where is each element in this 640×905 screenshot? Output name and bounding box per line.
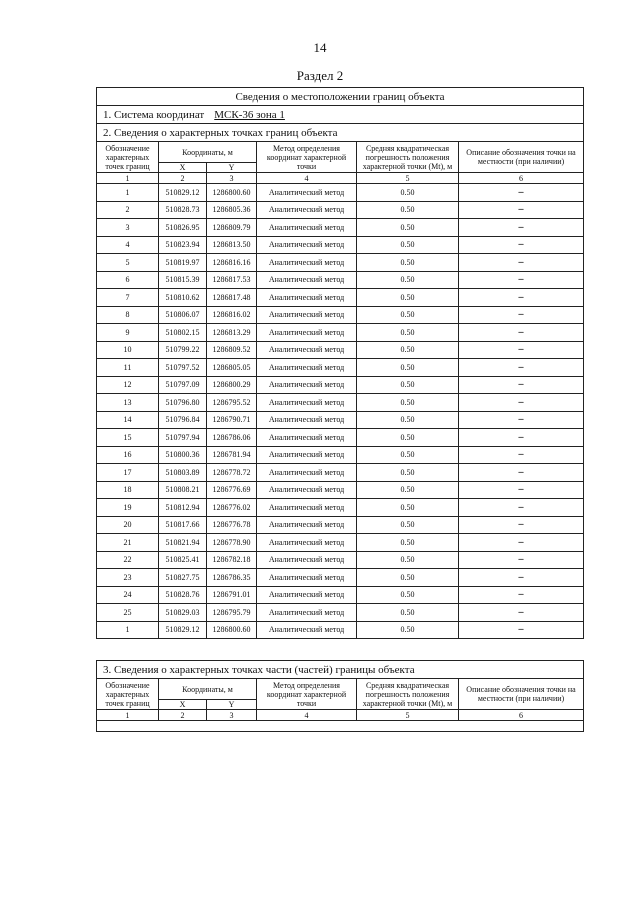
accuracy: 0.50 <box>357 184 459 202</box>
accuracy: 0.50 <box>357 516 459 534</box>
coord-x: 510812.94 <box>159 499 207 517</box>
coord-y: 1286817.48 <box>207 289 257 307</box>
method: Аналитический метод <box>257 604 357 622</box>
description: – <box>459 324 584 342</box>
accuracy: 0.50 <box>357 271 459 289</box>
coord-x: 510810.62 <box>159 289 207 307</box>
coord-x: 510797.09 <box>159 376 207 394</box>
method: Аналитический метод <box>257 219 357 237</box>
coord-system-row <box>97 106 584 124</box>
coord-x: 510803.89 <box>159 464 207 482</box>
method: Аналитический метод <box>257 306 357 324</box>
col-number: 2 <box>159 173 207 184</box>
description: – <box>459 254 584 272</box>
point-number: 4 <box>97 236 159 254</box>
table-row <box>97 184 584 202</box>
method: Аналитический метод <box>257 394 357 412</box>
method: Аналитический метод <box>257 621 357 639</box>
method: Аналитический метод <box>257 341 357 359</box>
point-number: 20 <box>97 516 159 534</box>
coord-y: 1286800.29 <box>207 376 257 394</box>
coord-x: 510800.36 <box>159 446 207 464</box>
table-row <box>97 219 584 237</box>
column-number-row <box>97 173 584 184</box>
description: – <box>459 359 584 377</box>
description: – <box>459 341 584 359</box>
coord-x: 510815.39 <box>159 271 207 289</box>
points-body <box>97 184 584 639</box>
accuracy: 0.50 <box>357 604 459 622</box>
description: – <box>459 621 584 639</box>
method: Аналитический метод <box>257 551 357 569</box>
table-row <box>97 306 584 324</box>
table-row <box>97 271 584 289</box>
coord-x: 510827.75 <box>159 569 207 587</box>
col-number: 4 <box>257 710 357 721</box>
header-method: Метод определения координат характерной точки <box>257 142 357 173</box>
coord-y: 1286813.29 <box>207 324 257 342</box>
description: – <box>459 569 584 587</box>
part-boundary-table <box>96 660 584 732</box>
description: – <box>459 499 584 517</box>
table-row <box>97 569 584 587</box>
coord-y: 1286816.02 <box>207 306 257 324</box>
table-row <box>97 534 584 552</box>
method: Аналитический метод <box>257 516 357 534</box>
accuracy: 0.50 <box>357 411 459 429</box>
col-number: 1 <box>97 173 159 184</box>
table-row <box>97 551 584 569</box>
page-number: 14 <box>313 40 327 55</box>
header-x: X <box>159 700 207 710</box>
point-number: 6 <box>97 271 159 289</box>
col-number: 5 <box>357 710 459 721</box>
method: Аналитический метод <box>257 289 357 307</box>
point-number: 1 <box>97 621 159 639</box>
coord-x: 510823.94 <box>159 236 207 254</box>
coord-x: 510797.52 <box>159 359 207 377</box>
point-number: 8 <box>97 306 159 324</box>
description: – <box>459 446 584 464</box>
table-row <box>97 481 584 499</box>
header-accuracy: Средняя квадратическая погрешность положения характерной точки (Mt), м <box>357 679 459 710</box>
table-row <box>97 464 584 482</box>
header-description: Описание обозначения точки на местности (при наличии) <box>459 142 584 173</box>
accuracy: 0.50 <box>357 569 459 587</box>
method: Аналитический метод <box>257 429 357 447</box>
method: Аналитический метод <box>257 254 357 272</box>
col-number: 3 <box>207 173 257 184</box>
coord-x: 510802.15 <box>159 324 207 342</box>
coord-x: 510819.97 <box>159 254 207 272</box>
header-y: Y <box>207 700 257 710</box>
table-row <box>97 236 584 254</box>
header-x: X <box>159 163 207 173</box>
coord-x: 510828.73 <box>159 201 207 219</box>
point-number: 22 <box>97 551 159 569</box>
col-number: 6 <box>459 173 584 184</box>
point-number: 9 <box>97 324 159 342</box>
col-number: 5 <box>357 173 459 184</box>
method: Аналитический метод <box>257 271 357 289</box>
method: Аналитический метод <box>257 184 357 202</box>
table-row <box>97 446 584 464</box>
coord-x: 510829.12 <box>159 621 207 639</box>
accuracy: 0.50 <box>357 621 459 639</box>
coord-x: 510826.95 <box>159 219 207 237</box>
coord-y: 1286800.60 <box>207 621 257 639</box>
boundary-table <box>96 87 584 639</box>
col-number: 1 <box>97 710 159 721</box>
description: – <box>459 411 584 429</box>
description: – <box>459 219 584 237</box>
coord-x: 510799.22 <box>159 341 207 359</box>
point-number: 1 <box>97 184 159 202</box>
empty-cell <box>97 721 584 732</box>
description: – <box>459 289 584 307</box>
accuracy: 0.50 <box>357 254 459 272</box>
point-number: 10 <box>97 341 159 359</box>
accuracy: 0.50 <box>357 201 459 219</box>
accuracy: 0.50 <box>357 551 459 569</box>
coord-y: 1286809.79 <box>207 219 257 237</box>
table-row <box>97 586 584 604</box>
point-number: 15 <box>97 429 159 447</box>
description: – <box>459 551 584 569</box>
header-y: Y <box>207 163 257 173</box>
col-number: 3 <box>207 710 257 721</box>
method: Аналитический метод <box>257 324 357 342</box>
description: – <box>459 516 584 534</box>
coord-x: 510829.03 <box>159 604 207 622</box>
coord-y: 1286790.71 <box>207 411 257 429</box>
description: – <box>459 429 584 447</box>
table-row <box>97 254 584 272</box>
point-number: 11 <box>97 359 159 377</box>
table-row <box>97 394 584 412</box>
section-title: Раздел 2 <box>296 68 344 83</box>
col-number: 6 <box>459 710 584 721</box>
coord-x: 510829.12 <box>159 184 207 202</box>
table-row <box>97 621 584 639</box>
header-accuracy: Средняя квадратическая погрешность положения характерной точки (Mt), м <box>357 142 459 173</box>
table-row <box>97 376 584 394</box>
coord-y: 1286800.60 <box>207 184 257 202</box>
coord-y: 1286795.52 <box>207 394 257 412</box>
description: – <box>459 184 584 202</box>
coord-system-value: МСК-36 зона 1 <box>214 108 285 121</box>
coord-x: 510796.80 <box>159 394 207 412</box>
point-number: 19 <box>97 499 159 517</box>
coord-y: 1286791.01 <box>207 586 257 604</box>
method: Аналитический метод <box>257 359 357 377</box>
part2-title: 2. Сведения о характерных точках границ объекта <box>97 124 584 142</box>
coord-y: 1286809.52 <box>207 341 257 359</box>
method: Аналитический метод <box>257 236 357 254</box>
accuracy: 0.50 <box>357 446 459 464</box>
header-coords: Координаты, м <box>159 142 257 163</box>
accuracy: 0.50 <box>357 359 459 377</box>
accuracy: 0.50 <box>357 394 459 412</box>
description: – <box>459 236 584 254</box>
accuracy: 0.50 <box>357 481 459 499</box>
point-number: 13 <box>97 394 159 412</box>
coord-x: 510806.07 <box>159 306 207 324</box>
coord-system-label: 1. Система координат <box>103 108 205 121</box>
header-description: Описание обозначения точки на местности (при наличии) <box>459 679 584 710</box>
accuracy: 0.50 <box>357 289 459 307</box>
column-number-row <box>97 710 584 721</box>
method: Аналитический метод <box>257 534 357 552</box>
point-number: 25 <box>97 604 159 622</box>
point-number: 24 <box>97 586 159 604</box>
table-row <box>97 324 584 342</box>
header-designation: Обозначение характерных точек границ <box>97 679 159 710</box>
accuracy: 0.50 <box>357 324 459 342</box>
description: – <box>459 394 584 412</box>
description: – <box>459 271 584 289</box>
method: Аналитический метод <box>257 201 357 219</box>
table-row <box>97 604 584 622</box>
accuracy: 0.50 <box>357 499 459 517</box>
point-number: 2 <box>97 201 159 219</box>
point-number: 5 <box>97 254 159 272</box>
point-number: 18 <box>97 481 159 499</box>
table-row <box>97 201 584 219</box>
method: Аналитический метод <box>257 464 357 482</box>
coord-y: 1286786.35 <box>207 569 257 587</box>
coord-x: 510828.76 <box>159 586 207 604</box>
accuracy: 0.50 <box>357 534 459 552</box>
description: – <box>459 604 584 622</box>
point-number: 17 <box>97 464 159 482</box>
method: Аналитический метод <box>257 481 357 499</box>
coord-y: 1286805.05 <box>207 359 257 377</box>
description: – <box>459 201 584 219</box>
method: Аналитический метод <box>257 376 357 394</box>
coord-y: 1286776.69 <box>207 481 257 499</box>
coord-y: 1286776.02 <box>207 499 257 517</box>
point-number: 3 <box>97 219 159 237</box>
description: – <box>459 306 584 324</box>
coord-x: 510821.94 <box>159 534 207 552</box>
description: – <box>459 464 584 482</box>
coord-x: 510825.41 <box>159 551 207 569</box>
coord-y: 1286786.06 <box>207 429 257 447</box>
table-row <box>97 341 584 359</box>
table-row <box>97 359 584 377</box>
coord-y: 1286781.94 <box>207 446 257 464</box>
coord-x: 510817.66 <box>159 516 207 534</box>
table-row <box>97 499 584 517</box>
accuracy: 0.50 <box>357 236 459 254</box>
point-number: 21 <box>97 534 159 552</box>
header-method: Метод определения координат характерной точки <box>257 679 357 710</box>
point-number: 14 <box>97 411 159 429</box>
description: – <box>459 586 584 604</box>
coord-y: 1286817.53 <box>207 271 257 289</box>
coord-x: 510797.94 <box>159 429 207 447</box>
header-coords: Координаты, м <box>159 679 257 700</box>
method: Аналитический метод <box>257 446 357 464</box>
coord-y: 1286816.16 <box>207 254 257 272</box>
coord-y: 1286776.78 <box>207 516 257 534</box>
coord-y: 1286778.90 <box>207 534 257 552</box>
method: Аналитический метод <box>257 569 357 587</box>
method: Аналитический метод <box>257 411 357 429</box>
coord-y: 1286778.72 <box>207 464 257 482</box>
header-designation: Обозначение характерных точек границ <box>97 142 159 173</box>
description: – <box>459 481 584 499</box>
point-number: 23 <box>97 569 159 587</box>
accuracy: 0.50 <box>357 429 459 447</box>
method: Аналитический метод <box>257 499 357 517</box>
accuracy: 0.50 <box>357 341 459 359</box>
description: – <box>459 376 584 394</box>
empty-row <box>97 721 584 732</box>
coord-y: 1286795.79 <box>207 604 257 622</box>
coord-x: 510808.21 <box>159 481 207 499</box>
coord-y: 1286805.36 <box>207 201 257 219</box>
accuracy: 0.50 <box>357 219 459 237</box>
point-number: 12 <box>97 376 159 394</box>
part3-title: 3. Сведения о характерных точках части (частей) границы объекта <box>97 661 584 679</box>
method: Аналитический метод <box>257 586 357 604</box>
point-number: 7 <box>97 289 159 307</box>
description: – <box>459 534 584 552</box>
col-number: 2 <box>159 710 207 721</box>
coord-x: 510796.84 <box>159 411 207 429</box>
table-row <box>97 429 584 447</box>
table-row <box>97 411 584 429</box>
accuracy: 0.50 <box>357 376 459 394</box>
table-title: Сведения о местоположении границ объекта <box>97 88 584 106</box>
coord-y: 1286782.18 <box>207 551 257 569</box>
point-number: 16 <box>97 446 159 464</box>
col-number: 4 <box>257 173 357 184</box>
table-row <box>97 516 584 534</box>
accuracy: 0.50 <box>357 586 459 604</box>
accuracy: 0.50 <box>357 306 459 324</box>
coord-y: 1286813.50 <box>207 236 257 254</box>
accuracy: 0.50 <box>357 464 459 482</box>
table-row <box>97 289 584 307</box>
